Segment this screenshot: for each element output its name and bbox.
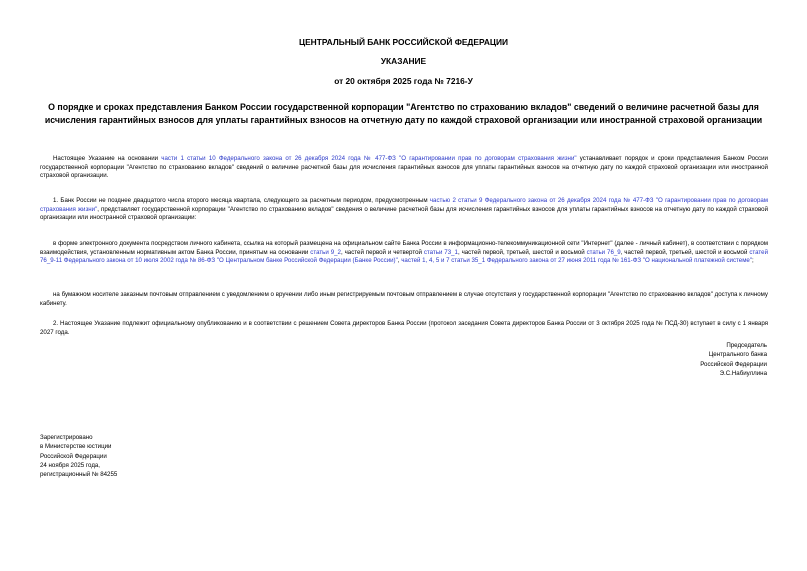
document-title: О порядке и сроках представления Банком России государственной корпорации "Агентство по страхованию вкладов" сведений о величине расчетной базы для исчисления гарантийных взносов для уплаты гарантийных взносов на отчетную дату по каждой страховой организации или иностранной страховой организации bbox=[44, 102, 763, 125]
signature-line: Российской Федерации bbox=[700, 360, 767, 368]
law-link-161fz[interactable]: частей 1, 4, 5 и 7 статьи 35_1 Федерального закона от 27 июня 2011 года № 161-ФЗ "О национальной платежной системе" bbox=[401, 257, 753, 265]
signatory-name: Э.С.Набиуллина bbox=[719, 369, 767, 377]
text: Настоящее Указание на основании bbox=[53, 155, 162, 162]
signature-line: Центрального банка bbox=[708, 351, 767, 359]
paragraph-2 bbox=[40, 320, 768, 337]
text: , частей первой, третьей, шестой и восьмой bbox=[620, 248, 750, 256]
text: , частей первой, третьей, шестой и восьмой bbox=[457, 248, 587, 256]
registration-line: Зарегистрировано bbox=[40, 434, 93, 441]
paragraph-electronic bbox=[40, 240, 768, 266]
text: 2. Настоящее Указание подлежит официальному опубликованию и в соответствии с решением Совета директоров Банка России (протокол заседания Совета директоров Банка России от 3 октября 2025 года № ПСД-30) вступает в силу с 1 января 2027 года. bbox=[40, 320, 768, 336]
paragraph-intro bbox=[40, 155, 768, 181]
registration-date: 24 ноября 2025 года, bbox=[40, 461, 101, 469]
text: , частей первой и четвертой bbox=[340, 248, 424, 256]
registration-block bbox=[40, 433, 290, 479]
text: , представляет государственной корпорации "Агентство по страхованию вкладов" сведения о величине расчетной базы для исчисления гарантийных взносов для уплаты гарантийных взносов на отчетную дату по каждой страховой организации или иностранной страховой организации: bbox=[40, 205, 768, 222]
paragraph-paper bbox=[40, 291, 768, 308]
registration-line: Российской Федерации bbox=[40, 452, 107, 460]
law-link-86fz[interactable]: статей 76_9-11 Федерального закона от 10 июля 2002 года № 86-ФЗ "О Центральном банке Российской Федерации (Банке России)" bbox=[40, 248, 768, 265]
text: , bbox=[397, 257, 402, 265]
text: ; bbox=[752, 257, 754, 265]
paragraph-1 bbox=[40, 197, 768, 223]
signature-block bbox=[567, 341, 767, 378]
registration-number: регистрационный № 84255 bbox=[40, 471, 118, 479]
text: устанавливает порядок и сроки представления Банком России государственной корпорации "Агентство по страхованию вкладов" сведений о величине расчетной базы для исчисления гарантийных взносов для уплаты гарантийных взносов на отчетную дату по каждой страховой организации или иностранной страховой организации. bbox=[40, 155, 768, 180]
law-link-art73-1[interactable]: статьи 73_1 bbox=[423, 248, 458, 256]
registration-line: в Министерстве юстиции bbox=[40, 443, 112, 451]
text: в форме электронного документа посредством личного кабинета, ссылка на который размещена на официальном сайте Банка России в информационно-телекоммуникационной сети "Интернет" (далее - личный кабинет), в соответствии с порядком взаимодействия, установленным нормативным актом Банка России, принятым на основании bbox=[40, 240, 768, 256]
issuer-heading: ЦЕНТРАЛЬНЫЙ БАНК РОССИЙСКОЙ ФЕДЕРАЦИИ bbox=[298, 37, 509, 47]
law-link-477-art10[interactable]: части 1 статьи 10 Федерального закона от 26 декабря 2024 года № 477-ФЗ "О гарантировании прав по договорам страхования жизни" bbox=[161, 155, 577, 162]
law-link-art9-2[interactable]: статьи 9_2 bbox=[310, 248, 341, 256]
signature-line: Председатель bbox=[726, 342, 767, 349]
text: на бумажном носителе заказным почтовым отправлением с уведомлением о вручении либо иным регистрируемым почтовым отправлением в случае отсутствия у государственной корпорации "Агентство по страхованию вкладов" доступа к личному кабинету. bbox=[40, 291, 768, 307]
text: 1. Банк России не позднее двадцатого числа второго месяца квартала, следующего за расчетным периодом, предусмотренным bbox=[53, 197, 430, 204]
law-link-477-art9[interactable]: частью 2 статьи 9 Федерального закона от 26 декабря 2024 года № 477-ФЗ "О гарантировании прав по договорам страхования жизни" bbox=[40, 197, 769, 213]
document-type: УКАЗАНИЕ bbox=[380, 56, 427, 66]
document-date-number: от 20 октября 2025 года № 7216-У bbox=[334, 76, 473, 86]
law-link-art76-9[interactable]: статьи 76_9 bbox=[586, 248, 621, 256]
